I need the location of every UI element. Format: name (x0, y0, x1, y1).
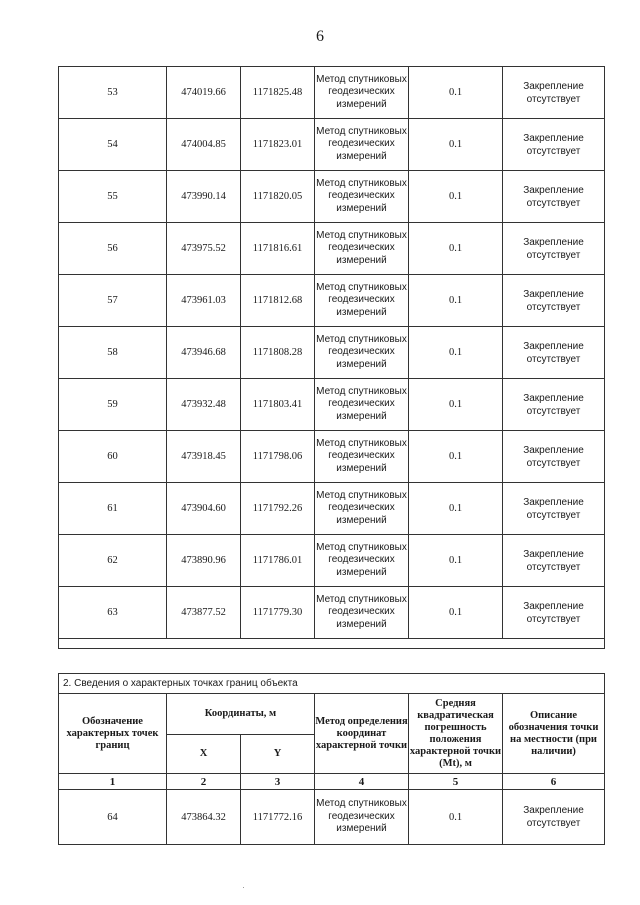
point-id: 59 (59, 379, 167, 431)
point-id: 58 (59, 327, 167, 379)
mt-value: 0.1 (409, 535, 503, 587)
coord-x: 473890.96 (167, 535, 241, 587)
table-row (59, 431, 605, 483)
table-row (59, 483, 605, 535)
empty-cell (59, 639, 605, 649)
coord-y: 1171779.30 (241, 587, 315, 639)
table-row (59, 119, 605, 171)
method-cell: Метод спутниковых геодезических измерений (315, 119, 409, 171)
table-row (59, 790, 605, 845)
mt-value: 0.1 (409, 327, 503, 379)
header-description: Описание обозначения точки на местности (при наличии) (503, 694, 605, 774)
mt-value: 0.1 (409, 223, 503, 275)
point-id: 57 (59, 275, 167, 327)
point-id: 61 (59, 483, 167, 535)
mt-value: 0.1 (409, 119, 503, 171)
coord-x: 473961.03 (167, 275, 241, 327)
coord-y: 1171808.28 (241, 327, 315, 379)
point-id: 53 (59, 67, 167, 119)
point-id: 62 (59, 535, 167, 587)
fixing-description: Закрепление отсутствует (503, 379, 605, 431)
col-number: 4 (315, 774, 409, 790)
col-number: 2 (167, 774, 241, 790)
method-cell: Метод спутниковых геодезических измерений (315, 431, 409, 483)
coord-x: 473975.52 (167, 223, 241, 275)
fixing-description: Закрепление отсутствует (503, 327, 605, 379)
col-number: 1 (59, 774, 167, 790)
coord-x: 473877.52 (167, 587, 241, 639)
method-cell: Метод спутниковых геодезических измерений (315, 790, 409, 845)
point-id: 54 (59, 119, 167, 171)
coord-y: 1171792.26 (241, 483, 315, 535)
section-caption: 2. Сведения о характерных точках границ объекта (59, 674, 605, 694)
table-end-row (59, 639, 605, 649)
coord-x: 473946.68 (167, 327, 241, 379)
table-row (59, 223, 605, 275)
mt-value: 0.1 (409, 587, 503, 639)
fixing-description: Закрепление отсутствует (503, 119, 605, 171)
mt-value: 0.1 (409, 171, 503, 223)
point-id: 56 (59, 223, 167, 275)
method-cell: Метод спутниковых геодезических измерений (315, 327, 409, 379)
header-error: Средняя квадратическая погрешность положения характерной точки (Mt), м (409, 694, 503, 774)
fixing-description: Закрепление отсутствует (503, 587, 605, 639)
point-id: 63 (59, 587, 167, 639)
boundary-points-table-continued (58, 66, 605, 649)
mt-value: 0.1 (409, 431, 503, 483)
fixing-description: Закрепление отсутствует (503, 790, 605, 845)
method-cell: Метод спутниковых геодезических измерений (315, 535, 409, 587)
table-row (59, 67, 605, 119)
mt-value: 0.1 (409, 483, 503, 535)
method-cell: Метод спутниковых геодезических измерений (315, 379, 409, 431)
coord-x: 473904.60 (167, 483, 241, 535)
fixing-description: Закрепление отсутствует (503, 275, 605, 327)
method-cell: Метод спутниковых геодезических измерений (315, 483, 409, 535)
coord-y: 1171803.41 (241, 379, 315, 431)
method-cell: Метод спутниковых геодезических измерений (315, 171, 409, 223)
method-cell: Метод спутниковых геодезических измерений (315, 587, 409, 639)
page-number: 6 (316, 28, 324, 45)
table-row (59, 535, 605, 587)
header-designation: Обозначение характерных точек границ (59, 694, 167, 774)
header-coordinates: Координаты, м (167, 694, 315, 735)
coord-x: 474019.66 (167, 67, 241, 119)
coord-x: 473864.32 (167, 790, 241, 845)
point-id: 60 (59, 431, 167, 483)
method-cell: Метод спутниковых геодезических измерений (315, 223, 409, 275)
coord-y: 1171816.61 (241, 223, 315, 275)
coord-y: 1171786.01 (241, 535, 315, 587)
header-x: X (167, 735, 241, 774)
boundary-points-section-2 (58, 673, 605, 845)
fixing-description: Закрепление отсутствует (503, 431, 605, 483)
header-method: Метод определения координат характерной точки (315, 694, 409, 774)
header-y: Y (241, 735, 315, 774)
fixing-description: Закрепление отсутствует (503, 67, 605, 119)
coord-y: 1171812.68 (241, 275, 315, 327)
table-row (59, 275, 605, 327)
scan-speck (243, 887, 244, 888)
mt-value: 0.1 (409, 275, 503, 327)
mt-value: 0.1 (409, 790, 503, 845)
mt-value: 0.1 (409, 67, 503, 119)
mt-value: 0.1 (409, 379, 503, 431)
coord-x: 473918.45 (167, 431, 241, 483)
coord-x: 473990.14 (167, 171, 241, 223)
col-number: 3 (241, 774, 315, 790)
method-cell: Метод спутниковых геодезических измерений (315, 275, 409, 327)
fixing-description: Закрепление отсутствует (503, 535, 605, 587)
table-row (59, 587, 605, 639)
coord-x: 474004.85 (167, 119, 241, 171)
coord-x: 473932.48 (167, 379, 241, 431)
coord-y: 1171825.48 (241, 67, 315, 119)
fixing-description: Закрепление отсутствует (503, 171, 605, 223)
col-number: 5 (409, 774, 503, 790)
coord-y: 1171823.01 (241, 119, 315, 171)
coord-y: 1171820.05 (241, 171, 315, 223)
table-row (59, 171, 605, 223)
col-number: 6 (503, 774, 605, 790)
point-id: 55 (59, 171, 167, 223)
fixing-description: Закрепление отсутствует (503, 223, 605, 275)
coord-y: 1171772.16 (241, 790, 315, 845)
table-row (59, 327, 605, 379)
table-row (59, 379, 605, 431)
method-cell: Метод спутниковых геодезических измерений (315, 67, 409, 119)
fixing-description: Закрепление отсутствует (503, 483, 605, 535)
point-id: 64 (59, 790, 167, 845)
coord-y: 1171798.06 (241, 431, 315, 483)
